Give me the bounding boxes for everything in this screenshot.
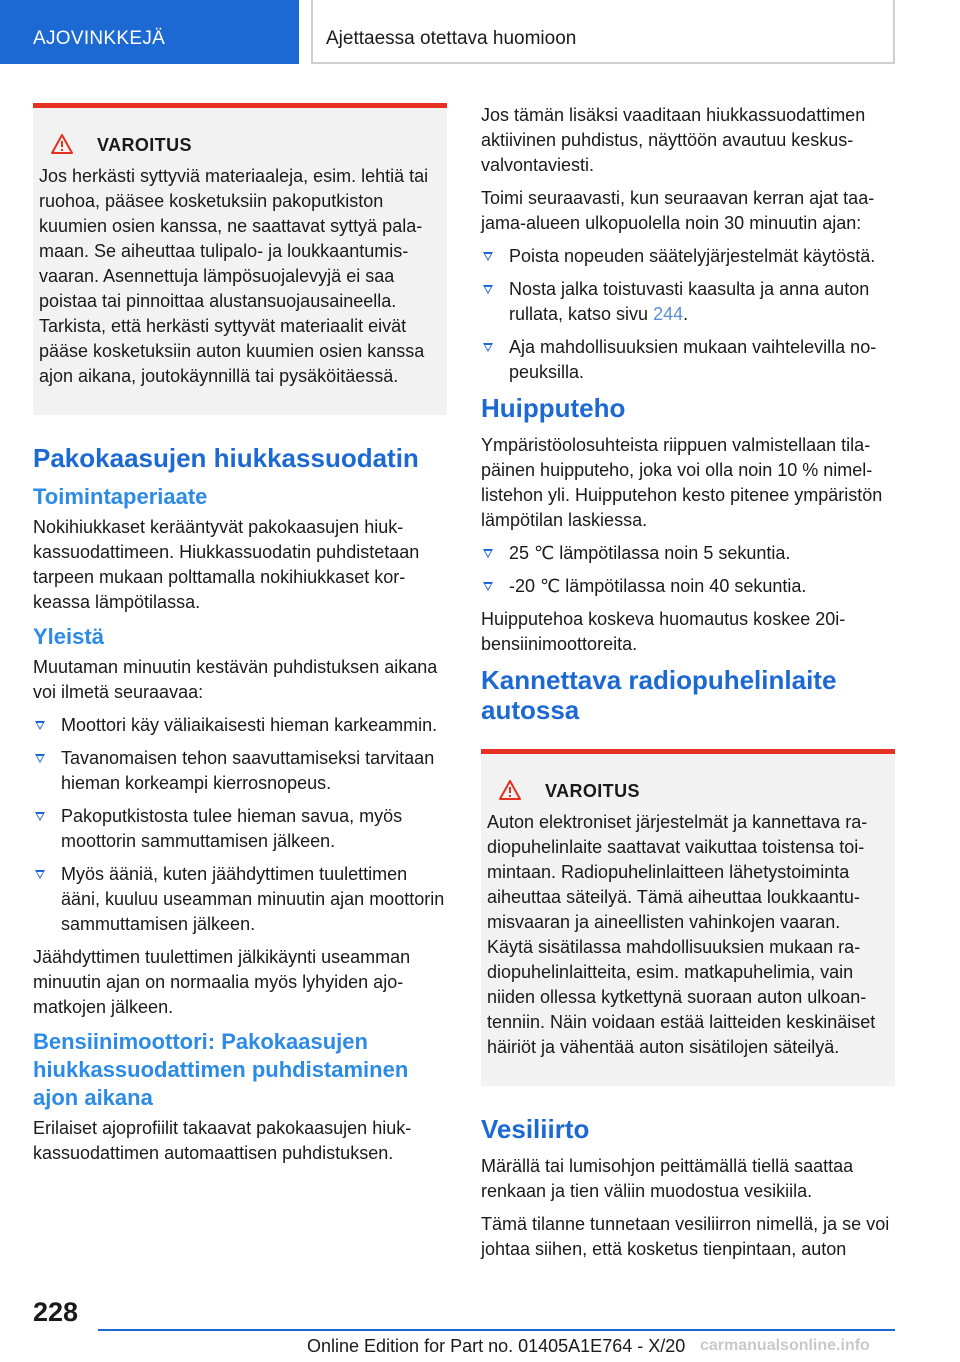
bullet-triangle-icon [483,252,493,261]
heading-particle-filter: Pakokaasujen hiukkassuodatin [33,443,419,473]
warning-text: Jos herkästi syttyviä materiaaleja, esim. lehtiä tai ruohoa, pääsee kosketuksiin pakoputkiston kuumien osien kanssa, ne saattavat syttyä palamaan. Se aiheuttaa tulipalo- ja loukkaantumisvaaran. Asennettuja lämpösuojalevyjä ei saa poistaa tai pinnoittaa alustansuojausaineella. Tarkista, että herkästi syttyvät materiaalit eivät pääse kosketuksiin auton kuumien osien kanssa ajon aikana, joutokäynnillä tai pysäköitäessä. [39,166,429,386]
list-item: Aja mahdollisuuksien mukaan vaihtelevilla nopeuksilla. [481,335,895,385]
chapter-title: Ajettaessa otettava huomioon [326,28,577,49]
warning-title: VAROITUS [545,781,640,801]
list-item: Myös ääniä, kuten jäähdyttimen tuulettimen ääni, kuuluu useamman minuutin ajan moottorin sammuttamisen jälkeen. [33,862,447,937]
paragraph: Toimi seuraavasti, kun seuraavan kerran ajat taajama-alueen ulkopuolella noin 30 minuutin ajan: [481,188,875,233]
bullet-triangle-icon [35,721,45,730]
bullet-list [481,541,895,599]
section-tab [0,0,299,64]
footer-edition: Online Edition for Part no. 01405A1E764 - X/20 [307,1336,686,1356]
bullet-triangle-icon [35,870,45,879]
bullet-triangle-icon [483,582,493,591]
page-number: 228 [33,1297,79,1327]
list-item: Tavanomaisen tehon saavuttamiseksi tarvitaan hieman korkeampi kierrosnopeus. [33,746,447,796]
warning-title: VAROITUS [97,135,192,155]
heading-radio: Kannettava radiopuhelinlaite autossa [481,665,837,725]
list-item: 25 ℃ lämpötilassa noin 5 sekuntia. [481,541,895,566]
warning-triangle-icon [51,134,85,158]
bullet-triangle-icon [483,343,493,352]
bullet-triangle-icon [483,285,493,294]
paragraph: Nokihiukkaset kerääntyvät pakokaasujen hiukkassuodattimeen. Hiukkassuodatin puhdistetaan tarpeen mukaan polttamalla nokihiukkaset korkeassa lämpötilassa. [33,517,420,612]
warning-box-exhaust [33,103,447,415]
heading-petrol-cleaning: Bensiinimoottori: Pakokaasujen hiukkassuodattimen puhdistaminen ajon aikana [33,1029,409,1110]
watermark: carmanualsonline.info [700,1337,870,1354]
list-item: Pakoputkistosta tulee hieman savua, myös moottorin sammuttamisen jälkeen. [33,804,447,854]
paragraph: Ympäristöolosuhteista riippuen valmistellaan tilapäinen huipputeho, joka voi olla noin 10 % nimellistehon yli. Huipputehon kesto pitenee ympäristön lämpötilan laskiessa. [481,435,883,530]
heading-principle: Toimintaperiaate [33,484,208,509]
left-column [33,103,447,1174]
bullet-triangle-icon [483,549,493,558]
paragraph: Jäähdyttimen tuulettimen jälkikäynti useamman minuutin ajan on normaalia myös lyhyiden ajomatkojen jälkeen. [33,947,411,1017]
heading-general: Yleistä [33,624,104,649]
paragraph: Huipputehoa koskeva huomautus koskee 20i-bensiinimoottoreita. [481,609,846,654]
page-link[interactable]: 244 [653,304,684,324]
list-item: -20 ℃ lämpötilassa noin 40 sekuntia. [481,574,895,599]
paragraph: Märällä tai lumisohjon peittämällä tiellä saattaa renkaan ja tien väliin muodostua vesikiila. [481,1156,854,1201]
paragraph: Jos tämän lisäksi vaaditaan hiukkassuodattimen aktiivinen puhdistus, näyttöön avautuu keskusvalvontaviesti. [481,105,866,175]
right-column [481,103,895,1270]
heading-peak-power: Huipputeho [481,393,626,423]
chapter-header [311,0,895,64]
bullet-triangle-icon [35,812,45,821]
warning-triangle-icon [499,780,533,804]
section-label: AJOVINKKEJÄ [33,28,166,49]
footer-divider [98,1329,895,1331]
paragraph: Erilaiset ajoprofiilit takaavat pakokaasujen hiukkassuodattimen automaattisen puhdistuksen. [33,1118,412,1163]
warning-box-radio [481,749,895,1086]
paragraph: Muutaman minuutin kestävän puhdistuksen aikana voi ilmetä seuraavaa: [33,657,438,702]
heading-aquaplaning: Vesiliirto [481,1114,590,1144]
bullet-list [481,244,895,385]
list-item: Nosta jalka toistuvasti kaasulta ja anna auton rullata, katso sivu 244. [481,277,895,327]
paragraph: Tämä tilanne tunnetaan vesiliirron nimellä, ja se voi johtaa siihen, että kosketus tienpintaan, auton [481,1214,890,1259]
list-item: Poista nopeuden säätelyjärjestelmät käytöstä. [481,244,895,269]
warning-text: Auton elektroniset järjestelmät ja kannettava radiopuhelinlaite saattavat vaikuttaa toistensa toimintaan. Radiopuhelinlaitteen lähetystoiminta aiheuttaa säteilyä. Tämä aiheuttaa loukkaantumisvaaran ja aineellisten vahinkojen vaaran. Käytä sisätilassa mahdollisuuksien mukaan radiopuhelinlaitteita, esim. matkapuhelimia, vain niiden ollessa kytkettynä suoraan auton ulkoantenniin. Näin voidaan estää laitteiden keskinäiset häiriöt ja vähentää auton sisätilojen säteilyä. [487,812,876,1057]
bullet-list [33,713,447,937]
list-item: Moottori käy väliaikaisesti hieman karkeammin. [33,713,447,738]
bullet-triangle-icon [35,754,45,763]
